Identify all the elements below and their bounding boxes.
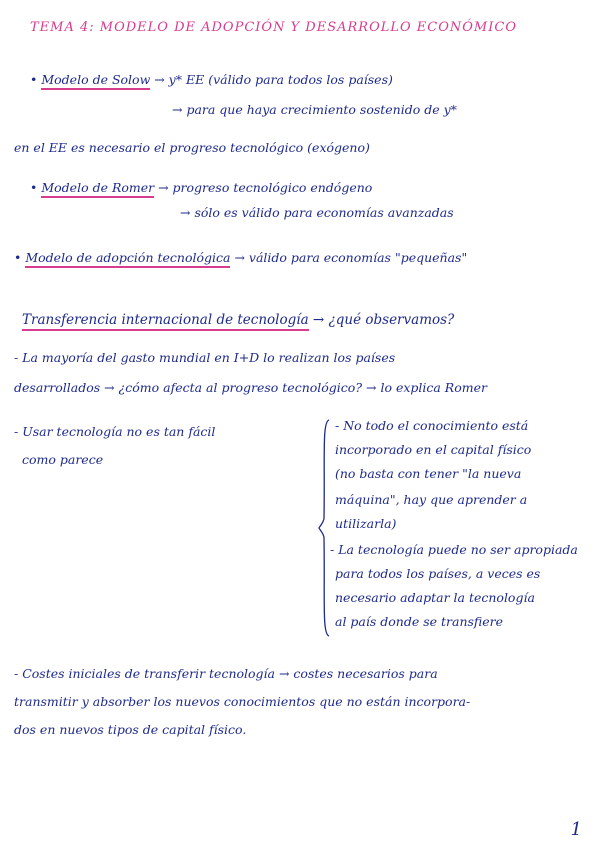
- note-line: desarrollados → ¿cómo afecta al progreso tecnológico? → lo explica Romer: [14, 380, 487, 395]
- note-line: para todos los países, a veces es: [335, 566, 541, 581]
- note-line: → sólo es válido para economías avanzadas: [180, 205, 454, 220]
- note-line: - Usar tecnología no es tan fácil: [14, 424, 216, 439]
- model-heading-adopcion: Modelo de adopción tecnológica: [25, 250, 230, 268]
- section-heading-transferencia: Transferencia internacional de tecnología → ¿qué observamos?: [22, 312, 454, 328]
- page-title: TEMA 4: MODELO DE ADOPCIÓN Y DESARROLLO ECONÓMICO: [30, 20, 517, 35]
- curly-brace-icon: [318, 418, 330, 638]
- note-line: en el EE es necesario el progreso tecnológico (exógeno): [14, 140, 370, 155]
- note-line: necesario adaptar la tecnología: [335, 590, 535, 605]
- note-line: al país donde se transfiere: [335, 614, 504, 629]
- note-line: máquina", hay que aprender a: [335, 492, 528, 507]
- note-line: (no basta con tener "la nueva: [335, 466, 522, 481]
- note-line: - La tecnología puede no ser apropiada: [330, 542, 578, 557]
- note-line-romer: • Modelo de Romer → progreso tecnológico endógeno: [30, 180, 372, 196]
- note-line: → para que haya crecimiento sostenido de y*: [172, 102, 457, 117]
- note-line: dos en nuevos tipos de capital físico.: [14, 722, 247, 737]
- model-heading-solow: Modelo de Solow: [41, 72, 150, 90]
- note-line-solow: • Modelo de Solow → y* EE (válido para todos los países): [30, 72, 393, 88]
- note-line-adopcion: • Modelo de adopción tecnológica → válido para economías "pequeñas": [14, 250, 467, 266]
- note-line: incorporado en el capital físico: [335, 442, 532, 457]
- note-line: - No todo el conocimiento está: [335, 418, 529, 433]
- note-line: como parece: [22, 452, 104, 467]
- note-line: transmitir y absorber los nuevos conocimientos que no están incorpora-: [14, 694, 471, 709]
- note-line: utilizarla): [335, 516, 397, 531]
- page-number: 1: [570, 819, 582, 840]
- note-line: - La mayoría del gasto mundial en I+D lo realizan los países: [14, 350, 396, 365]
- model-heading-romer: Modelo de Romer: [41, 180, 154, 198]
- note-line: - Costes iniciales de transferir tecnología → costes necesarios para: [14, 666, 438, 681]
